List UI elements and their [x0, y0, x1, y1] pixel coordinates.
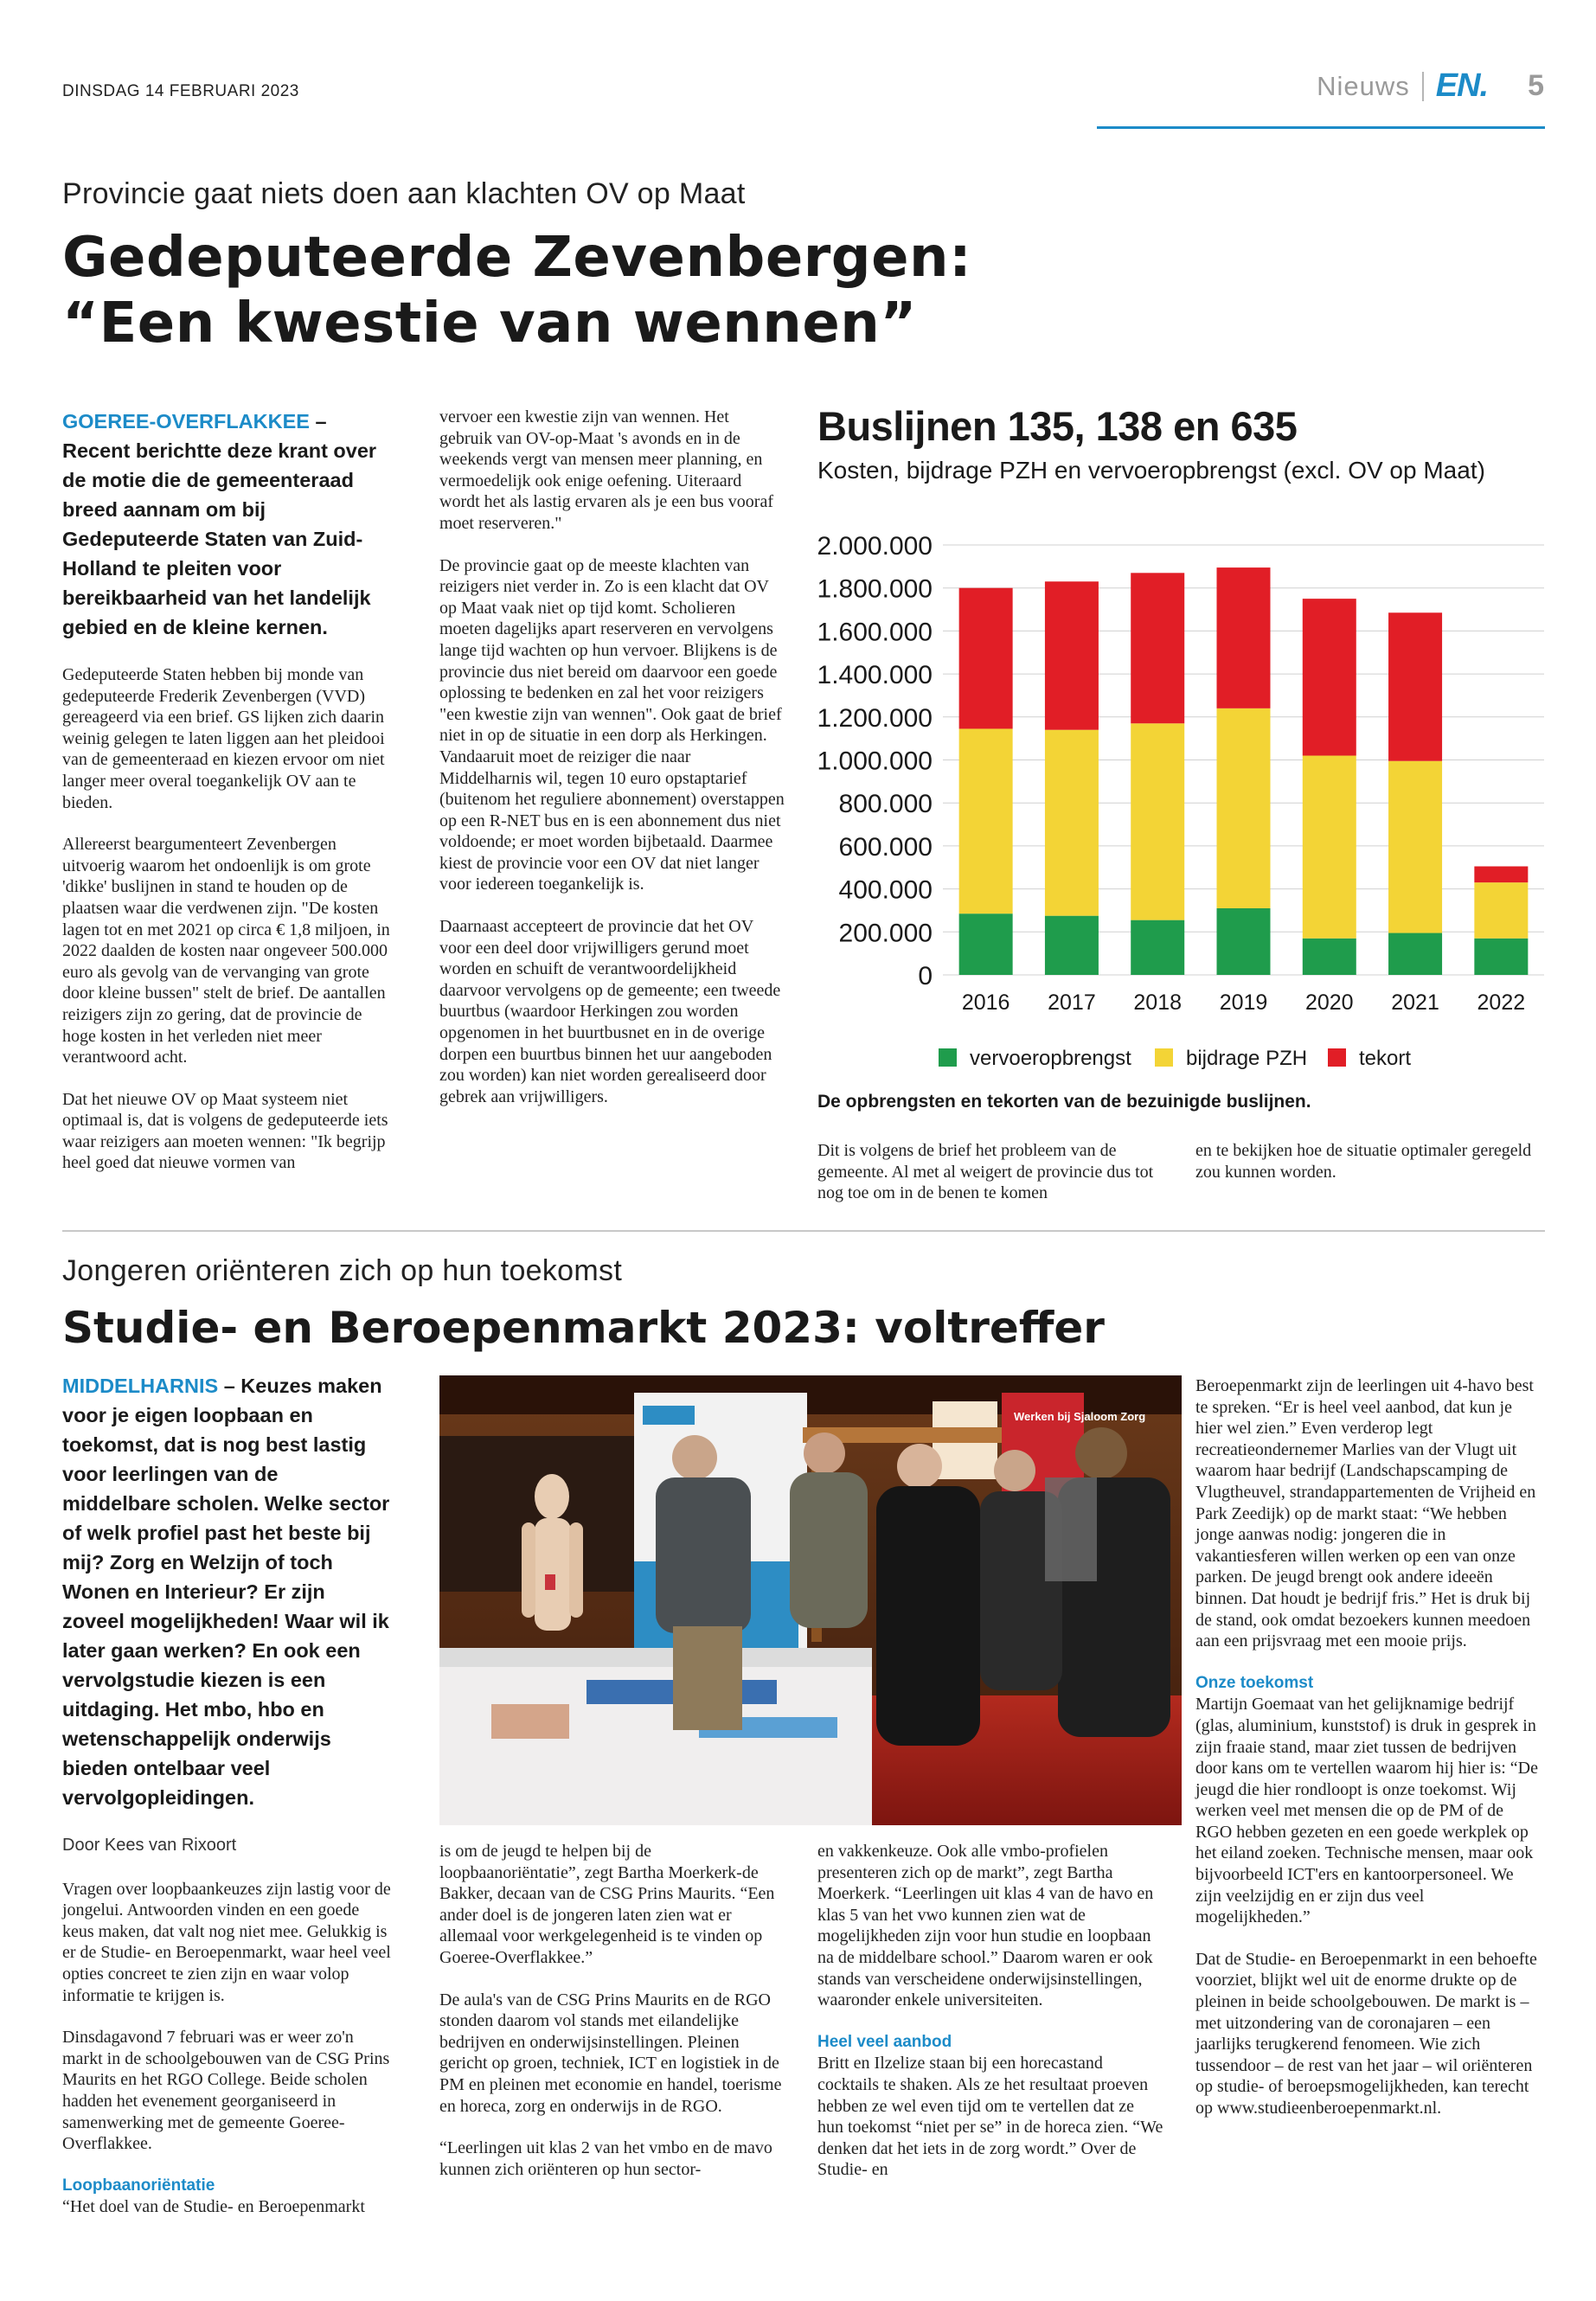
page-number: 5 [1528, 69, 1544, 102]
article2-paragraph: is om de jeugd te helpen bij de loopbaanoriëntatie”, zegt Bartha Moerkerk-de Bakker, decaan van de CSG Prins Maurits. “Een ander doel is de jongeren laten zien wat er allemaal voor werkgelegenheid is te vinden op Goeree-Overflakkee.” [439, 1842, 775, 1967]
chart-bar-segment [1388, 761, 1442, 933]
chart-bar-segment [1045, 916, 1099, 975]
chart-x-tick-label: 2016 [961, 990, 1010, 1015]
chart-legend-swatch [1155, 1048, 1173, 1067]
chart-bar-segment [1131, 723, 1184, 920]
beroepenmarkt-photo-illustration [439, 1375, 1182, 1825]
chart-bar-segment [1474, 939, 1528, 975]
article2-lead [62, 1371, 391, 1812]
chart-x-tick-label: 2017 [1048, 990, 1096, 1015]
page-date: DINSDAG 14 FEBRUARI 2023 [62, 82, 299, 100]
chart-y-tick-label: 1.200.000 [817, 703, 933, 733]
article1-column-4 [1195, 1140, 1542, 1203]
article2-subhead: Onze toekomst [1195, 1673, 1314, 1692]
chart-bar-segment [959, 728, 1013, 913]
article1-paragraph: en te bekijken hoe de situatie optimaler geregeld zou kunnen worden. [1195, 1141, 1532, 1182]
chart-x-tick-label: 2021 [1391, 990, 1439, 1015]
chart-legend-swatch [939, 1048, 957, 1067]
article1-lead-place: GOEREE-OVERFLAKKEE [62, 410, 310, 433]
article1-paragraph: Dat het nieuwe OV op Maat systeem niet optimaal is, dat is volgens de gedeputeerde iets waar reizigers aan moeten wennen: "Ik begrijp heel goed dat nieuwe vormen van [62, 1089, 388, 1173]
chart-bar-segment [1303, 756, 1356, 939]
chart-bar-segment [1388, 933, 1442, 975]
article2-paragraph: Dat de Studie- en Beroepenmarkt in een behoefte voorziet, blijkt wel uit de enorme drukte op de pleinen in beide schoolgebouwen. De markt is – met uitzondering van de coronajaren – een jaarlijks terugkerend fenomeen. Wie zich tussendoor – de rest van het jaar – wil oriënteren op studie- of beroepsmogelijkheden, kan terecht op www.studieenberoepenmarkt.nl. [1195, 1949, 1537, 2118]
article1-kicker: Provincie gaat niets doen aan klachten OV op Maat [62, 177, 746, 210]
article2-kicker: Jongeren oriënteren zich op hun toekomst [62, 1254, 623, 1287]
chart-legend-swatch [1328, 1048, 1346, 1067]
chart-subtitle: Kosten, bijdrage PZH en vervoeropbrengst (excl. OV op Maat) [817, 457, 1485, 484]
article2-lead-place: MIDDELHARNIS [62, 1375, 219, 1397]
chart-y-tick-label: 200.000 [838, 919, 933, 948]
article2-column-4 [1195, 1375, 1542, 2140]
chart-bar-segment [1131, 920, 1184, 975]
chart-x-tick-label: 2022 [1477, 990, 1526, 1015]
chart-bar-segment [1131, 573, 1184, 723]
article1-headline [62, 225, 971, 356]
chart-bar-segment [1045, 581, 1099, 729]
header-divider [1422, 72, 1424, 101]
article1-paragraph: Daarnaast accepteert de provincie dat het OV voor een deel door vrijwilligers gerund moet worden en schuift de verantwoordelijkheid daarvoor vervolgens op de gemeente; een tweede buurtbus (waardoor Herkingen zou worden opgenomen in het buurtbusnet en in de overige dorpen een buurtbus binnen het uur aangeboden zou worden) kan niet worden gerealiseerd door gebrek aan vrijwilligers. [439, 917, 781, 1106]
article2-paragraph: Beroepenmarkt zijn de leerlingen uit 4-havo best te spreken. “Er is heel veel aanbod, dat kun je hier wel zien.” Even verderop legt recreatieondernemer Marlies van der Vlugt uit waarom haar bedrijf (Landschapscamping de Vlugtheuvel, strandappartementen de Vrijheid en Park Zeedijk) op de markt staat: “We hebben jonge aanwas nodig: jongeren die in vakantiesferen willen werken op een van onze parken. De jeugd brengt ook andere ideeën binnen. Dat houdt je bedrijf fris.” Het is druk bij de stand, ook omdat bezoekers kunnen meedoen aan een prijsvraag met een mooie prijs. [1195, 1376, 1536, 1651]
chart-y-tick-label: 1.400.000 [817, 661, 933, 690]
chart-title: Buslijnen 135, 138 en 635 [817, 403, 1298, 449]
chart-y-tick-label: 0 [918, 962, 933, 990]
article-divider [62, 1230, 1545, 1232]
article2-column-1 [62, 1371, 391, 2218]
section-name: Nieuws [1317, 70, 1410, 101]
article1-column-3 [817, 1140, 1163, 1225]
article1-lead [62, 407, 391, 642]
article2-byline: Door Kees van Rixoort [62, 1836, 237, 1855]
chart-bar-segment [1217, 567, 1271, 708]
chart-bar-segment [1303, 599, 1356, 755]
chart-y-tick-label: 1.800.000 [817, 574, 933, 604]
article2-subhead: Heel veel aanbod [817, 2032, 952, 2051]
chart-y-tick-label: 400.000 [838, 875, 933, 905]
article2-column-2 [439, 1841, 785, 2201]
article2-paragraph: Martijn Goemaat van het gelijknamige bedrijf (glas, aluminium, kunststof) is druk in gesprek in zijn fraaie stand, maar ziet tussen de bedrijven door kans om te vertellen waarom hij hier is: “De jeugd die hier rondloopt is onze toekomst. Wij werken veel met mensen die op de PM of de RGO hebben gezeten en een goede werkplek op het eiland zoeken. Technische mensen, maar ook bijvoorbeeld ICT'ers en kantoorpersoneel. We zijn veelzijdig en er zijn dus veel mogelijkheden.” [1195, 1695, 1538, 1927]
chart-y-tick-label: 1.600.000 [817, 618, 933, 647]
article1-column-2 [439, 407, 785, 1128]
page-header [1317, 67, 1544, 105]
article2-paragraph: Britt en Ilzelize staan bij een horecastand cocktails te shaken. Als ze het resultaat proeven hebben ze wel even tijd om te vertellen dat ze hun toekomst “niet per se” in de horeca zien. “We denken dat het iets in de zorg wordt.” Over de Studie- en [817, 2054, 1163, 2180]
article1-paragraph: Allereerst beargumenteert Zevenbergen uitvoerig waarom het ondoenlijk is om grote 'dikke' buslijnen in stand te houden op de plaatsen waar die verdwenen zijn. "De kosten lagen tot en met 2021 op circa € 1,8 miljoen, in 2022 daalden de kosten naar ongeveer 500.000 euro als gevolg van de vervanging van grote door kleine bussen" stelt de brief. De aantallen reizigers zijn zo gering, dat de provincie de hoge kosten in het verleden niet meer verantwoord acht. [62, 835, 390, 1067]
chart-x-tick-label: 2018 [1133, 990, 1183, 1015]
article2-subhead: Loopbaanoriëntatie [62, 2176, 215, 2195]
article1-headline-line1: Gedeputeerde Zevenbergen: [62, 226, 972, 290]
chart-legend-label: tekort [1359, 1047, 1412, 1070]
article2-paragraph: Vragen over loopbaankeuzes zijn lastig voor de jongelui. Antwoorden vinden en een goede keus maken, dat valt nog niet mee. Gelukkig is er de Studie- en Beroepenmarkt, waar heel veel opties concreet te zien zijn en waar volop informatie te krijgen is. [62, 1879, 391, 2005]
chart-bar-segment [1474, 867, 1528, 883]
chart-legend-label: bijdrage PZH [1186, 1047, 1308, 1070]
article2-lead-text: – Keuzes maken voor je eigen loopbaan en toekomst, dat is nog best lastig voor leerlingen van de middelbare scholen. Welke sector of welk profiel past het beste bij mij? Zorg en Welzijn of toch Wonen en Interieur? Er zijn zoveel mogelijkheden! Waar wil ik later gaan werken? En ook een vervolgstudie kiezen is een uitdaging. Het mbo, hbo en wetenschappelijk onderwijs bieden ontelbaar veel vervolgopleidingen. [62, 1375, 390, 1809]
article1-paragraph: Gedeputeerde Staten hebben bij monde van gedeputeerde Frederik Zevenbergen (VVD) gereageerd via een brief. GS lijken zich daarin weinig gelegen te laten liggen aan het pleidooi van de gemeenteraad en kiezen ervoor om niet langer meer overal toegankelijk OV aan te bieden. [62, 665, 385, 812]
chart-y-tick-label: 1.000.000 [817, 747, 933, 776]
article1-column-1 [62, 407, 391, 1195]
article2-paragraph: en vakkenkeuze. Ook alle vmbo-profielen presenteren zich op de markt”, zegt Bartha Moerkerk. “Leerlingen uit klas 4 van de havo en klas 5 van het vwo kunnen zien wat de mogelijkheden zijn voor hun studie en loopbaan na de middelbare school.” Daarom waren er ook stands van verscheidene onderwijsinstellingen, waaronder enkele universiteiten. [817, 1842, 1154, 2010]
header-rule [1097, 126, 1545, 129]
article1-headline-line2: “Een kwestie van wennen” [62, 292, 917, 356]
chart-y-tick-label: 600.000 [838, 832, 933, 862]
chart-bar-segment [1217, 708, 1271, 908]
beroepenmarkt-photo [439, 1375, 1182, 1825]
chart-bar-segment [959, 913, 1013, 975]
article2-paragraph: “Het doel van de Studie- en Beroepenmarkt [62, 2197, 365, 2217]
publication-logo: EN. [1435, 67, 1489, 104]
article2-paragraph: Dinsdagavond 7 februari was er weer zo'n markt in de schoolgebouwen van de CSG Prins Maurits en het RGO College. Beide scholen hadden het evenement georganiseerd in samenwerking met de gemeente Goeree-Overflakkee. [62, 2028, 390, 2154]
bus-chart [804, 519, 1545, 1077]
chart-y-tick-label: 2.000.000 [817, 532, 933, 561]
chart-bar-segment [1388, 612, 1442, 760]
chart-y-tick-label: 800.000 [838, 790, 933, 819]
chart-caption: De opbrengsten en tekorten van de bezuinigde buslijnen. [817, 1092, 1311, 1112]
chart-bar-segment [959, 588, 1013, 729]
article2-paragraph: De aula's van de CSG Prins Maurits en de RGO stonden daarom vol stands met eilandelijke bedrijven en onderwijsinstellingen. Pleinen gericht op groen, techniek, ICT en logistiek in de PM en pleinen met economie en handel, toerisme en horeca, zorg en onderwijs in de RGO. [439, 1990, 782, 2116]
article2-paragraph: “Leerlingen uit klas 2 van het vmbo en de mavo kunnen zich oriënteren op hun sector- [439, 2138, 772, 2179]
chart-bar-segment [1217, 908, 1271, 975]
article2-headline: Studie- en Beroepenmarkt 2023: voltreffer [62, 1303, 1105, 1353]
chart-x-tick-label: 2019 [1219, 990, 1268, 1015]
article2-column-3 [817, 1841, 1163, 2181]
article1-paragraph: Dit is volgens de brief het probleem van de gemeente. Al met al weigert de provincie dus tot nog toe om in de benen te komen [817, 1141, 1154, 1203]
article1-paragraph: vervoer een kwestie zijn van wennen. Het gebruik van OV-op-Maat 's avonds en in de weekends vergt van mensen meer planning, en vermoedelijk ook enige oefening. Uiteraard wordt het als lastig ervaren als je een bus vooraf moet reserveren." [439, 407, 773, 533]
article1-lead-text: – Recent berichtte deze krant over de motie die de gemeenteraad breed aannam om bij Gedeputeerde Staten van Zuid-Holland te pleiten voor bereikbaarheid van het landelijk gebied en de kleine kernen. [62, 410, 377, 638]
chart-legend-label: vervoeropbrengst [970, 1047, 1131, 1070]
article1-paragraph: De provincie gaat op de meeste klachten van reizigers niet verder in. Zo is een klacht dat OV op Maat vaak niet op tijd komt. Scholieren moeten dagelijks apart reserveren en vervolgens lange tijd wachten op hun vervoer. Blijkens is de provincie dus niet bereid om daarvoor een goede oplossing te bedenken en zal het voor reizigers "een kwestie zijn van wennen". Ook gaat de brief niet in op de situatie in een dorp als Herkingen. Vandaaruit moet de reiziger die naar Middelharnis wil, tegen 10 euro opstaptarief (buitenom het reguliere abonnement) overstappen op een R-NET bus en is een abonnement dus niet voldoende; er moet worden bijbetaald. Daarmee kiest de provincie voor een OV dat niet langer voor iedereen toegankelijk is. [439, 555, 785, 894]
chart-x-tick-label: 2020 [1304, 990, 1354, 1015]
chart-bar-segment [1303, 939, 1356, 975]
chart-bar-segment [1045, 730, 1099, 916]
photo-banner-text: Werken bij Sjaloom Zorg [1014, 1410, 1146, 1423]
chart-bar-segment [1474, 882, 1528, 939]
